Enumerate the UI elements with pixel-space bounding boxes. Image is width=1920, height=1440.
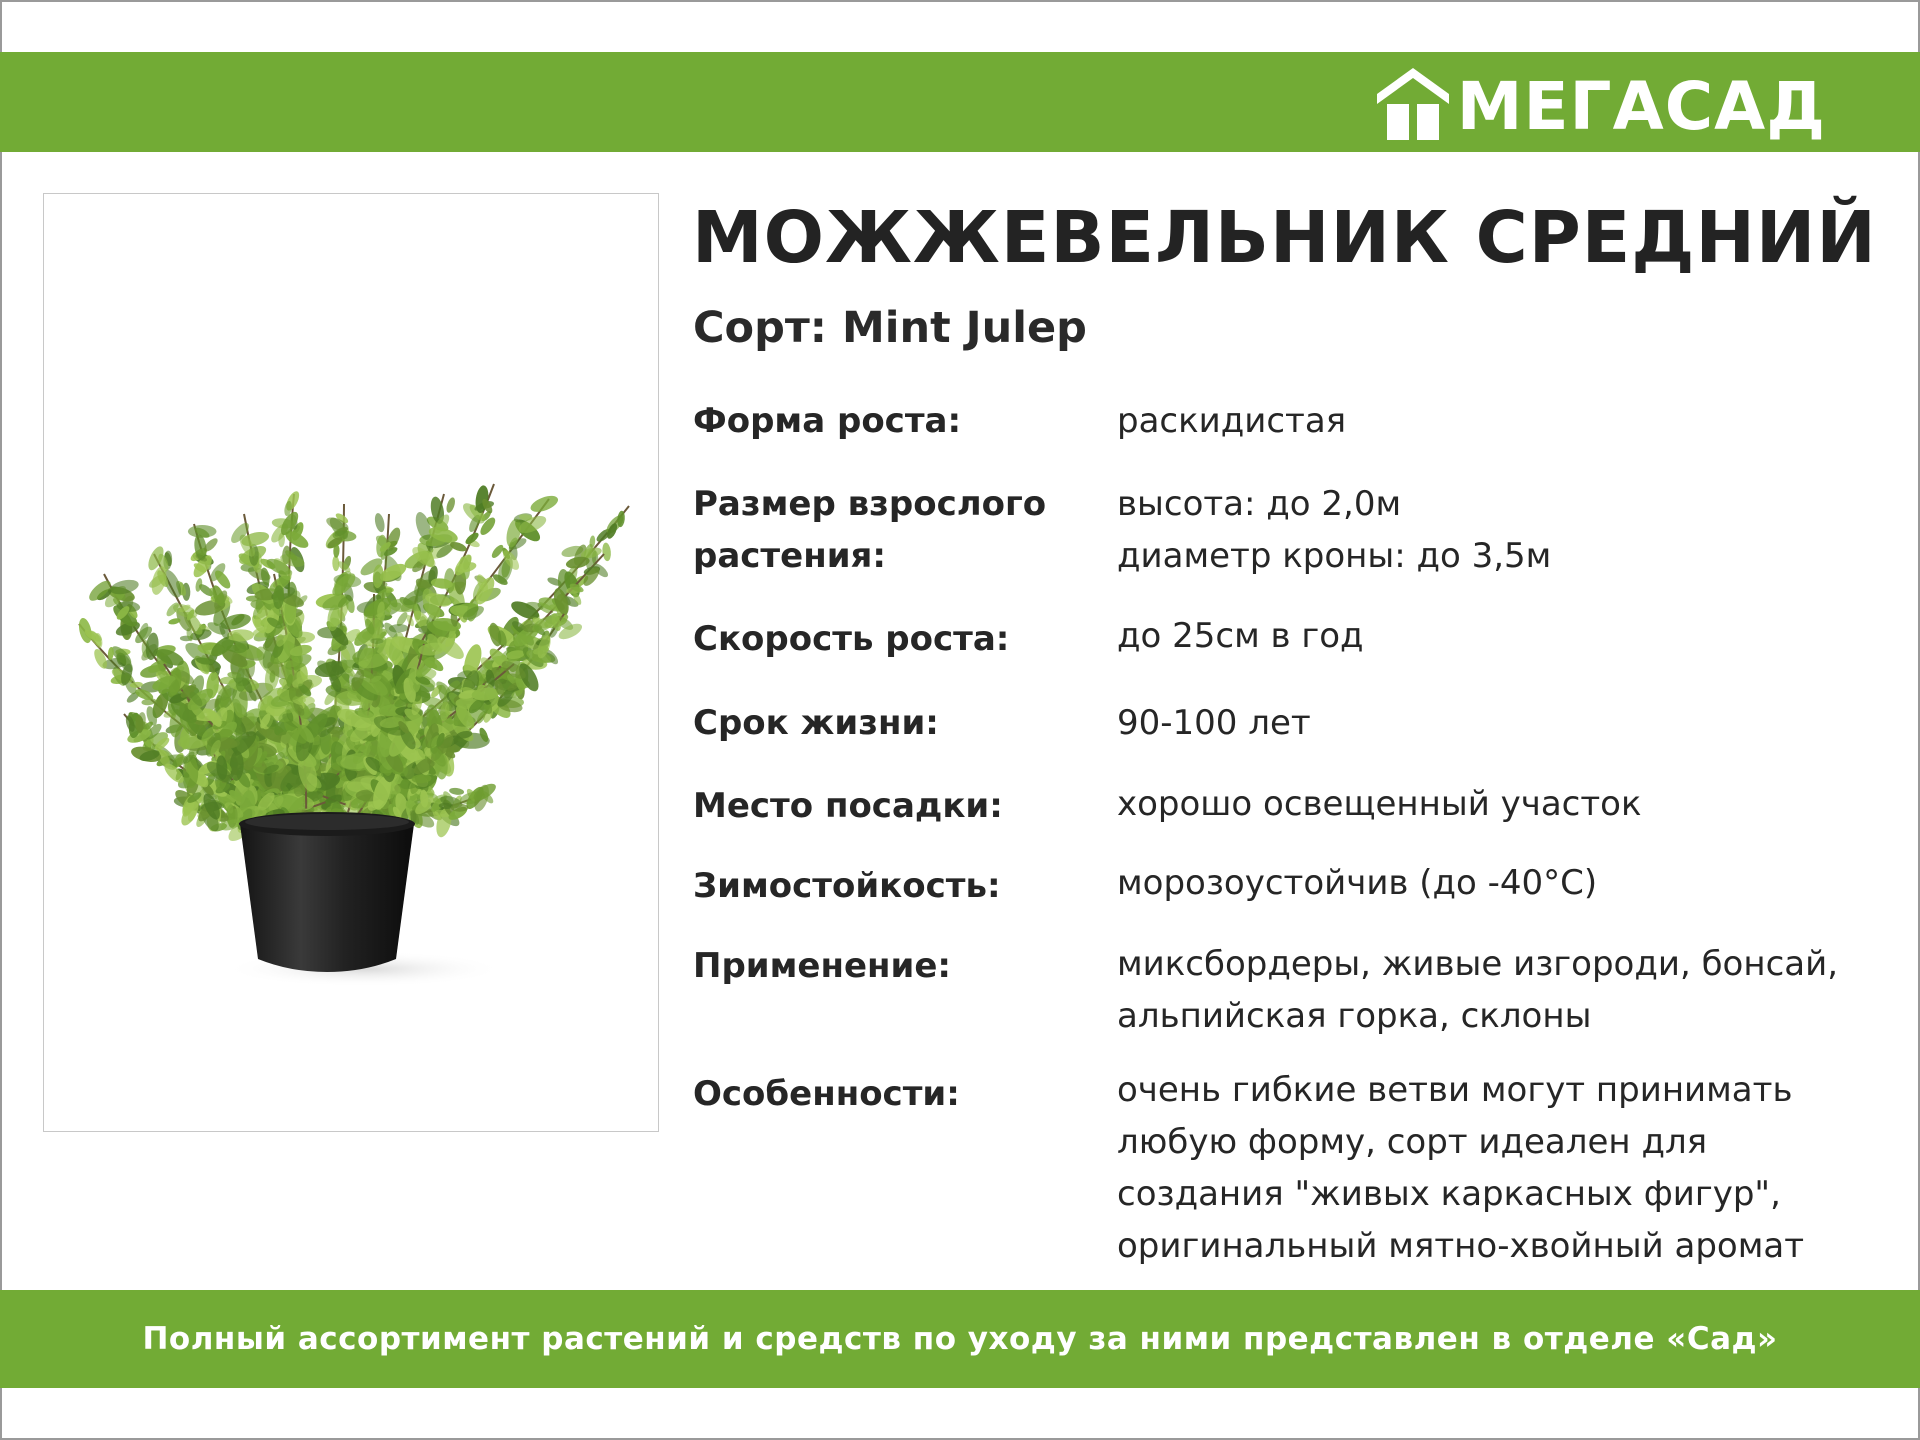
spec-label-line: Место посадки: xyxy=(693,786,1003,826)
spec-value-line: оригинальный мятно-хвойный аромат xyxy=(1117,1226,1805,1266)
spec-value xyxy=(1117,778,1897,830)
spec-label xyxy=(693,940,1083,992)
spec-label xyxy=(693,613,1083,665)
spec-value-line: раскидистая xyxy=(1117,401,1347,441)
spec-value xyxy=(1117,478,1897,582)
spec-label xyxy=(693,697,1083,749)
spec-value xyxy=(1117,395,1897,447)
spec-label xyxy=(693,780,1083,832)
spec-label-line: Форма роста: xyxy=(693,401,962,441)
spec-label xyxy=(693,395,1083,447)
spec-value xyxy=(1117,697,1897,749)
spec-label-line: Срок жизни: xyxy=(693,703,939,743)
spec-value-line: очень гибкие ветви могут принимать xyxy=(1117,1070,1793,1110)
footer-bar xyxy=(0,1290,1920,1388)
brand-logo xyxy=(1375,60,1826,144)
spec-label xyxy=(693,478,1083,582)
spec-value-line: альпийская горка, склоны xyxy=(1117,996,1592,1036)
spec-label xyxy=(693,1068,1083,1120)
spec-value-line: высота: до 2,0м xyxy=(1117,484,1402,524)
plant-pot xyxy=(240,824,414,972)
spec-value-line: 90-100 лет xyxy=(1117,703,1311,743)
spec-value xyxy=(1117,938,1897,1042)
spec-value xyxy=(1117,610,1897,662)
spec-label-line: растения: xyxy=(693,536,886,576)
brand-name: МЕГАСАД xyxy=(1456,68,1826,145)
spec-label xyxy=(693,860,1083,912)
spec-label-line: Особенности: xyxy=(693,1074,960,1114)
header-bar xyxy=(0,52,1920,152)
house-icon xyxy=(1375,64,1451,144)
spec-value-line: диаметр кроны: до 3,5м xyxy=(1117,536,1552,576)
spec-value-line: до 25см в год xyxy=(1117,616,1364,656)
spec-value-line: любую форму, сорт идеален для xyxy=(1117,1122,1708,1162)
spec-value xyxy=(1117,1064,1897,1272)
spec-label-line: Применение: xyxy=(693,946,951,986)
plant-photo xyxy=(43,193,659,1132)
spec-value-line: морозоустойчив (до -40°С) xyxy=(1117,863,1598,903)
plant-title: МОЖЖЕВЕЛЬНИК СРЕДНИЙ xyxy=(692,196,1877,279)
spec-label-line: Скорость роста: xyxy=(693,619,1010,659)
juniper-in-pot-photo xyxy=(44,194,658,1131)
spec-value-line: создания "живых каркасных фигур", xyxy=(1117,1174,1781,1214)
spec-label-line: Размер взрослого xyxy=(693,484,1047,524)
spec-value xyxy=(1117,857,1897,909)
spec-value-line: миксбордеры, живые изгороди, бонсай, xyxy=(1117,944,1839,984)
plant-variety: Сорт: Mint Julep xyxy=(693,303,1087,353)
spec-label-line: Зимостойкость: xyxy=(693,866,1001,906)
spec-value-line: хорошо освещенный участок xyxy=(1117,784,1642,824)
footer-text: Полный ассортимент растений и средств по уходу за ними представлен в отделе «Сад» xyxy=(142,1321,1778,1357)
